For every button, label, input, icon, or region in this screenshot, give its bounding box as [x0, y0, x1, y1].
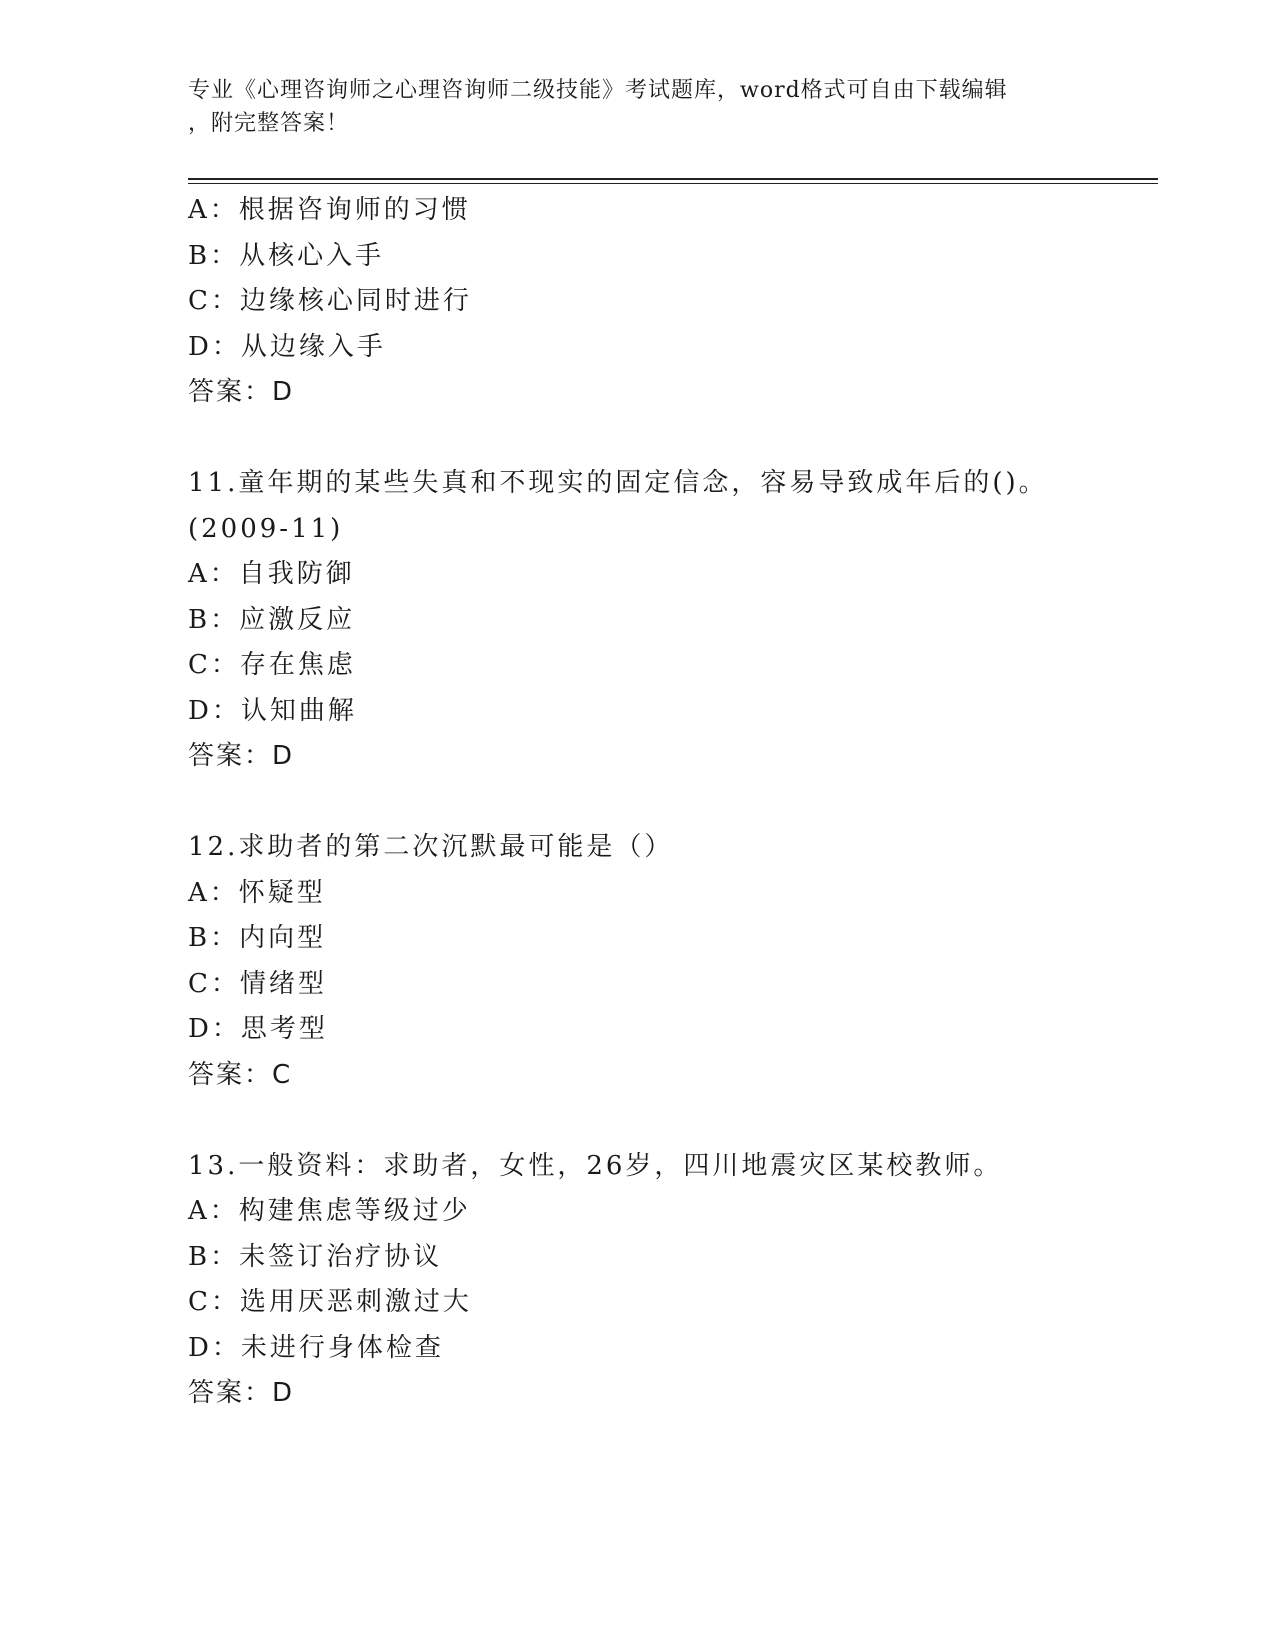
question-list	[188, 188, 1148, 1417]
answer-line: 答案：D	[188, 1378, 295, 1408]
option-c: C：选用厌恶刺激过大	[188, 1287, 472, 1317]
option-d: D：未进行身体检查	[188, 1332, 444, 1363]
answer-line: 答案：D	[188, 741, 295, 771]
answer-line: 答案：C	[188, 1059, 293, 1090]
option-c: C：情绪型	[188, 968, 327, 999]
spacer	[188, 1098, 1148, 1144]
option-a: A：怀疑型	[188, 877, 326, 908]
option-b: B：从核心入手	[188, 240, 385, 271]
question-text-continuation: (2009-11)	[188, 513, 344, 544]
document-header	[188, 74, 1088, 140]
option-a: A：构建焦虑等级过少	[188, 1196, 471, 1226]
option-b: B：应激反应	[188, 604, 356, 635]
spacer	[188, 780, 1148, 826]
header-divider-thin	[188, 183, 1158, 184]
question-block	[188, 825, 1148, 1098]
question-text: 11.童年期的某些失真和不现实的固定信念，容易导致成年后的()。	[188, 468, 1048, 498]
question-text: 13.一般资料：求助者，女性，26岁，四川地震灾区某校教师。	[188, 1150, 1003, 1181]
question-block	[188, 1144, 1148, 1417]
header-divider-thick	[188, 178, 1158, 180]
option-a: A：根据咨询师的习惯	[188, 195, 471, 225]
header-title-line: 专业《心理咨询师之心理咨询师二级技能》考试题库，word格式可自由下载编辑	[188, 78, 1008, 103]
option-d: D：思考型	[188, 1014, 328, 1044]
question-block	[188, 188, 1148, 416]
question-text: 12.求助者的第二次沉默最可能是（）	[188, 832, 674, 862]
question-block	[188, 461, 1148, 780]
option-c: C：边缘核心同时进行	[188, 286, 472, 316]
option-b: B：未签订治疗协议	[188, 1241, 443, 1272]
option-d: D：从边缘入手	[188, 331, 386, 362]
answer-line: 答案：D	[188, 377, 295, 407]
option-d: D：认知曲解	[188, 695, 357, 726]
option-c: C：存在焦虑	[188, 650, 356, 680]
header-title-continuation: ，附完整答案！	[188, 111, 350, 136]
spacer	[188, 416, 1148, 462]
option-b: B：内向型	[188, 923, 327, 953]
option-a: A：自我防御	[188, 559, 355, 589]
